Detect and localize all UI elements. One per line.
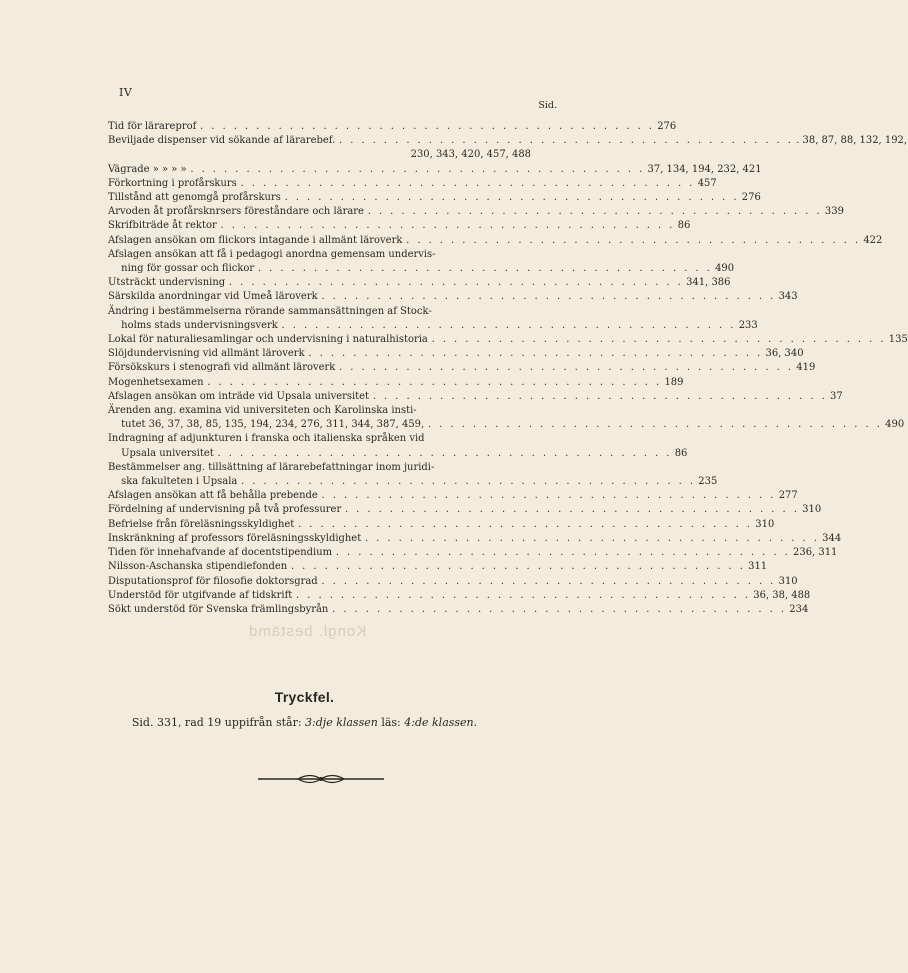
entry-text: Afslagen ansökan om inträde vid Upsala universitet: [108, 389, 370, 402]
leader-dots: . . . . . . . . . . . . . . . . . . . . . . . . . . . . . . . . . . . . . . . . .: [228, 276, 684, 289]
leader-dots: . . . . . . . . . . . . . . . . . . . . . . . . . . . . . . . . . . . . . . . . .: [217, 446, 672, 459]
entry-pages: 37, 134, 194, 232, 421: [647, 162, 762, 175]
leader-dots: . . . . . . . . . . . . . . . . . . . . . . . . . . . . . . . . . . . . . . . . .: [281, 318, 736, 331]
entry-text: Lokal för naturaliesamlingar och undervisning i naturalhistoria: [108, 333, 428, 346]
leader-dots: . . . . . . . . . . . . . . . . . . . . . . . . . . . . . . . . . . . . . . . . .: [339, 134, 794, 147]
leader-dots: . . . . . . . . . . . . . . . . . . . . . . . . . . . . . . . . . . . . . . . . .: [200, 120, 655, 132]
entry-text: Upsala universitet: [121, 446, 214, 459]
entry-text: Sökt understöd för Svenska främlingsbyrån: [108, 602, 329, 615]
leader-dots: . . . . . . . . . . . . . . . . . . . . . . . . . . . . . . . . . . . . . . . . .: [321, 489, 776, 502]
leader-dots: . . . . . . . . . . . . . . . . . . . . . . . . . . . . . . . . . . . . . . . . .: [332, 602, 787, 615]
leader-dots: . . . . . . . . . . . . . . . . . . . . . . . . . . . . . . . . . . . . . . . . .: [241, 475, 696, 488]
index-entry: [108, 346, 804, 360]
leader-dots: . . . . . . . . . . . . . . . . . . . . . . . . . . . . . . . . . . . . . . . . .: [321, 290, 776, 303]
entry-pages: 234: [789, 602, 809, 615]
entry-text: Nilsson-Aschanska stipendiefonden: [108, 560, 288, 573]
leader-dots: . . . . . . . . . . . . . . . . . . . . . . . . . . . . . . . . . . . . . . . . .: [339, 361, 794, 374]
index-entry: [108, 375, 684, 389]
show-through-stamp: Kongl. bestämd: [248, 623, 367, 640]
leader-dots: . . . . . . . . . . . . . . . . . . . . . . . . . . . . . . . . . . . . . . . . .: [257, 262, 713, 275]
entry-pages: 189: [664, 375, 684, 388]
entry-text: Fördelning af undervisning på två professurer: [108, 503, 342, 516]
index-entry: [108, 318, 758, 332]
errata-prefix: Sid. 331, rad 19 uppifrån står:: [131, 716, 302, 729]
entry-text: tutet 36, 37, 38, 85, 135, 194, 234, 276, 311, 344, 387, 459,: [121, 418, 425, 431]
entry-text: Inskränkning af professors föreläsningsskyldighet: [108, 531, 362, 544]
entry-text: Afslagen ansökan att få behålla prebende: [108, 489, 318, 502]
index-entry: [108, 403, 531, 417]
errata-title: Tryckfel.: [274, 689, 335, 705]
leader-dots: . . . . . . . . . . . . . . . . . . . . . . . . . . . . . . . . . . . . . . . . .: [308, 347, 763, 360]
entry-text: holms stads undervisningsverk: [121, 318, 278, 331]
leader-dots: . . . . . . . . . . . . . . . . . . . . . . . . . . . . . . . . . . . . . . . . .: [298, 517, 753, 530]
leader-dots: . . . . . . . . . . . . . . . . . . . . . . . . . . . . . . . . . . . . . . . . .: [335, 546, 791, 559]
leader-dots: . . . . . . . . . . . . . . . . . . . . . . . . . . . . . . . . . . . . . . . . .: [190, 162, 645, 175]
entry-text: Tid för lärareprof: [108, 120, 197, 132]
index-entry: [108, 360, 816, 374]
entry-pages: 339: [824, 205, 844, 218]
leader-dots: . . . . . . . . . . . . . . . . . . . . . . . . . . . . . . . . . . . . . . . . .: [364, 531, 820, 544]
index-entry: [108, 389, 843, 403]
entry-text: Bestämmelser ang. tillsättning af lärarebefattningar inom juridi-: [108, 460, 435, 473]
entry-text: ning för gossar och flickor: [121, 262, 255, 275]
entry-text: Afslagen ansökan om flickors intagande i allmänt läroverk: [108, 233, 403, 246]
entry-pages: 344: [822, 531, 842, 544]
index-entry: [108, 162, 762, 176]
index-entry: [108, 289, 798, 303]
entry-pages: 490: [715, 262, 735, 275]
errata-reads: läs:: [381, 716, 401, 729]
entry-pages: 310: [755, 517, 775, 530]
index-entry: [108, 460, 531, 474]
entry-pages: 422: [863, 233, 883, 246]
leader-dots: . . . . . . . . . . . . . . . . . . . . . . . . . . . . . . . . . . . . . . . . .: [296, 588, 751, 601]
index-entry: [108, 474, 718, 488]
leader-dots: . . . . . . . . . . . . . . . . . . . . . . . . . . . . . . . . . . . . . . . . .: [290, 560, 746, 573]
index-entry: [108, 531, 842, 545]
entry-text: Förkortning i profårskurs: [108, 176, 237, 189]
leader-dots: . . . . . . . . . . . . . . . . . . . . . . . . . . . . . . . . . . . . . . . . .: [406, 233, 861, 246]
index-entry: [108, 517, 775, 531]
entry-pages: 341, 386: [686, 276, 731, 289]
index-entry: [108, 602, 809, 616]
entry-text: Särskilda anordningar vid Umeå läroverk: [108, 290, 318, 303]
index-entry: [108, 247, 531, 261]
entry-text: Indragning af adjunkturen i franska och italienska språken vid: [108, 432, 425, 445]
leader-dots: . . . . . . . . . . . . . . . . . . . . . . . . . . . . . . . . . . . . . . . . .: [240, 176, 695, 189]
index-entry: [108, 332, 908, 346]
entry-text: Försökskurs i stenografi vid allmänt läroverk: [108, 361, 336, 374]
entry-pages: 37: [830, 389, 843, 402]
index-entry: [108, 304, 531, 318]
entry-pages: 230, 343, 420, 457, 488: [410, 148, 531, 161]
index-entry: [108, 488, 798, 502]
entry-text: Vägrade » » » »: [108, 162, 187, 175]
leader-dots: . . . . . . . . . . . . . . . . . . . . . . . . . . . . . . . . . . . . . . . . .: [431, 333, 886, 346]
errata-wrong: 3:dje klassen: [305, 716, 378, 729]
errata-right: 4:de klassen.: [404, 716, 478, 729]
entry-text: Beviljade dispenser vid sökande af lärarebef.: [108, 134, 336, 147]
index-entry: [108, 502, 822, 516]
leader-dots: . . . . . . . . . . . . . . . . . . . . . . . . . . . . . . . . . . . . . . . . .: [367, 205, 823, 218]
index-entry: [108, 190, 761, 204]
entry-text: Disputationsprof för filosofie doktorsgrad: [108, 574, 318, 587]
entry-pages: 310: [802, 503, 822, 516]
entry-pages: 86: [677, 219, 691, 232]
index-entry: [108, 574, 798, 588]
entry-pages: 233: [738, 318, 758, 331]
entry-pages: 457: [697, 176, 717, 189]
sid-column-label: Sid.: [538, 100, 557, 111]
leader-dots: . . . . . . . . . . . . . . . . . . . . . . . . . . . . . . . . . . . . . . . . .: [344, 503, 800, 516]
entry-pages: 135: [888, 333, 908, 346]
errata-line: [0, 716, 609, 729]
entry-text: Understöd för utgifvande af tidskrift: [108, 588, 293, 601]
entry-pages: 343: [778, 290, 798, 303]
index-entry: [108, 176, 717, 190]
leader-dots: . . . . . . . . . . . . . . . . . . . . . . . . . . . . . . . . . . . . . . . . .: [207, 375, 662, 388]
entry-text: Arvoden åt profårsknrsers föreståndare och lärare: [108, 205, 364, 218]
entry-text: Mogenhetsexamen: [108, 375, 204, 388]
entry-pages: 236, 311: [793, 546, 838, 559]
leader-dots: . . . . . . . . . . . . . . . . . . . . . . . . . . . . . . . . . . . . . . . . .: [427, 418, 883, 431]
index-entry: [108, 204, 844, 218]
entry-pages: 36, 340: [765, 347, 804, 360]
index-entry: [108, 431, 531, 445]
entry-pages: 419: [796, 361, 816, 374]
entry-pages: 276: [741, 191, 761, 204]
index-entry: [108, 261, 735, 275]
leader-dots: . . . . . . . . . . . . . . . . . . . . . . . . . . . . . . . . . . . . . . . . .: [372, 389, 828, 402]
index-entry: [108, 417, 905, 431]
index-entry: [108, 218, 691, 232]
entry-pages: 490: [885, 418, 905, 431]
ornament-divider-icon: [258, 772, 384, 786]
page-number: IV: [119, 86, 133, 99]
entry-text: Skrifbiträde åt rektor: [108, 219, 217, 232]
entry-pages: . 38, 87, 88, 132, 192,: [796, 134, 908, 147]
entry-text: Ärenden ang. examina vid universiteten och Karolinska insti-: [108, 404, 417, 417]
entry-text: Ändring i bestämmelserna rörande sammansättningen af Stock-: [108, 304, 432, 317]
index-list: [108, 119, 908, 616]
entry-pages: 277: [778, 489, 798, 502]
index-entry: [108, 545, 838, 559]
leader-dots: . . . . . . . . . . . . . . . . . . . . . . . . . . . . . . . . . . . . . . . . .: [284, 191, 739, 204]
index-entry: [108, 233, 883, 247]
entry-text: Afslagen ansökan att få i pedagogi anordna gemensam undervis-: [108, 247, 436, 260]
entry-text: Utsträckt undervisning: [108, 276, 226, 289]
index-entry: [108, 559, 768, 573]
entry-pages: 276: [657, 120, 677, 132]
index-entry: [108, 147, 531, 161]
index-entry: [108, 119, 677, 133]
leader-dots: . . . . . . . . . . . . . . . . . . . . . . . . . . . . . . . . . . . . . . . . .: [321, 574, 776, 587]
entry-text: Slöjdundervisning vid allmänt läroverk: [108, 347, 305, 360]
entry-pages: 235: [698, 475, 718, 488]
entry-text: Befrielse från föreläsningsskyldighet: [108, 517, 295, 530]
index-entry: [108, 133, 908, 147]
entry-text: Tillstånd att genomgå profårskurs: [108, 191, 281, 204]
entry-text: Tiden för innehafvande af docentstipendium: [108, 546, 333, 559]
entry-pages: 36, 38, 488: [753, 588, 811, 601]
entry-pages: 86: [674, 446, 688, 459]
entry-pages: 310: [778, 574, 798, 587]
index-entry: [108, 588, 811, 602]
leader-dots: . . . . . . . . . . . . . . . . . . . . . . . . . . . . . . . . . . . . . . . . .: [220, 219, 675, 232]
entry-text: ska fakulteten i Upsala: [121, 475, 238, 488]
index-entry: [108, 446, 688, 460]
index-entry: [108, 275, 731, 289]
entry-pages: 311: [748, 560, 768, 573]
